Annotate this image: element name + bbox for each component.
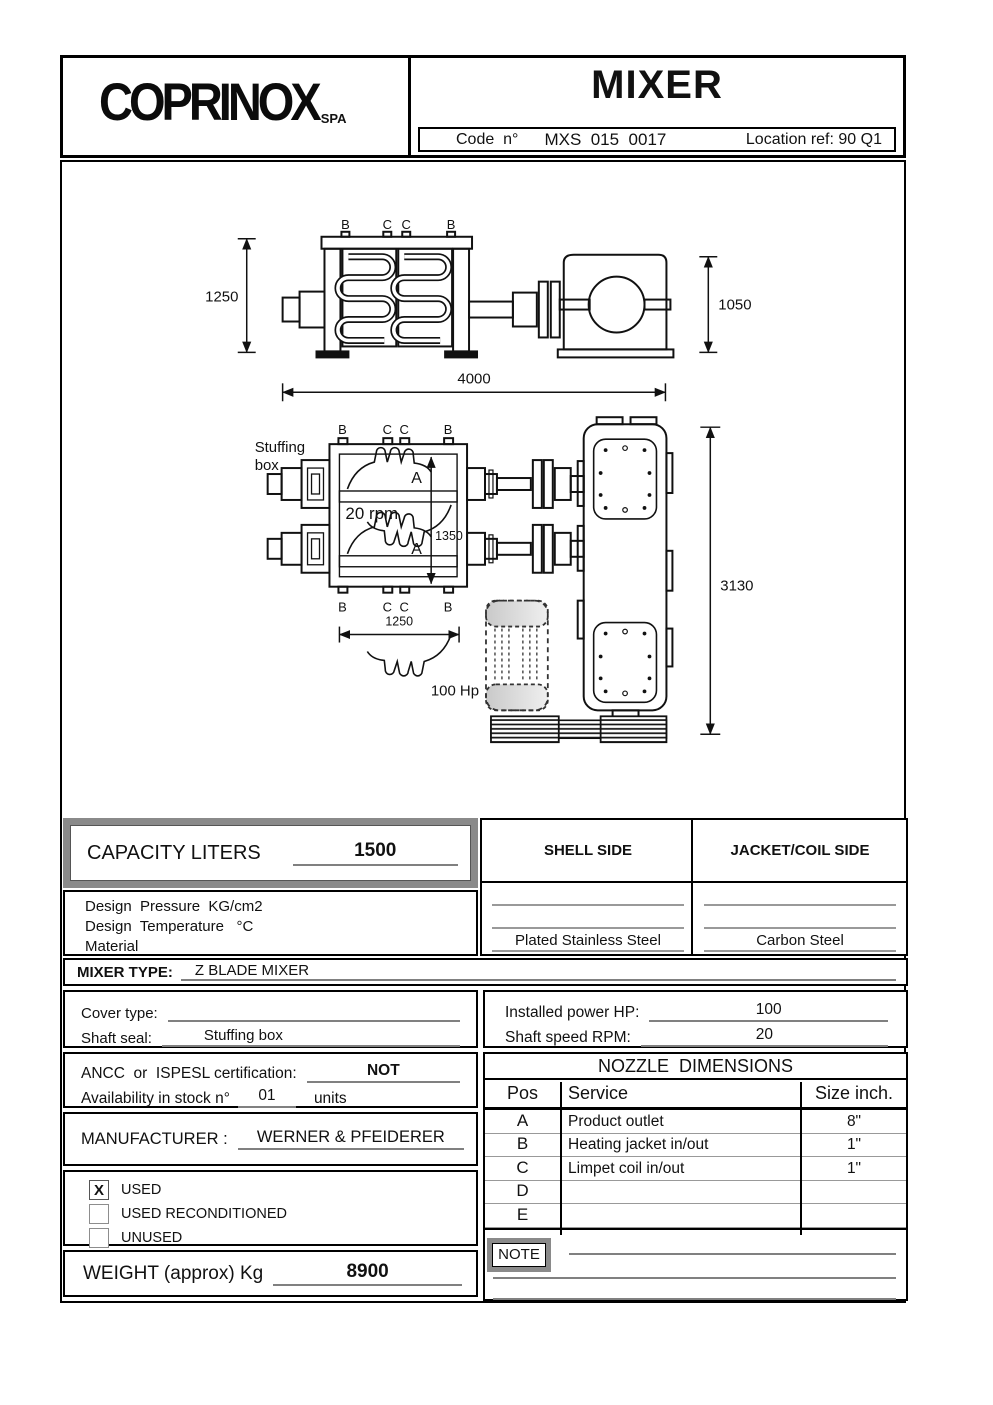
motor-power-label: 100 Hp — [430, 682, 480, 700]
blade-label-a1: A — [411, 470, 422, 488]
certification-value: NOT — [307, 1062, 460, 1083]
weight-label: WEIGHT (approx) Kg — [83, 1262, 264, 1284]
motor-dashed-outline — [486, 601, 548, 711]
material-label: Material — [85, 938, 139, 955]
service-cell: Limpet coil in/out — [568, 1159, 685, 1177]
company-logo — [99, 71, 347, 132]
location-ref — [746, 131, 882, 149]
shell-material-value: Plated Stainless Steel — [492, 931, 684, 952]
pos-header: Pos — [506, 1083, 539, 1103]
nozzle-table-title: NOZZLE DIMENSIONS — [485, 1054, 906, 1080]
code-label: Code n° — [456, 130, 519, 148]
plan-nozzle-c: C — [382, 422, 392, 438]
nozzle-column-divider — [560, 1082, 562, 1235]
location-value: 90 Q1 — [838, 130, 882, 148]
manufacturer-box — [63, 1112, 478, 1166]
jacket-cell-1 — [704, 885, 896, 906]
cover-type-label: Cover type: — [81, 1005, 158, 1022]
cover-seal-box — [63, 990, 478, 1048]
plan-nozzle-b: B — [338, 422, 347, 438]
table-row — [485, 1157, 906, 1181]
technical-drawing — [62, 162, 904, 814]
service-cell: Product outlet — [568, 1112, 664, 1130]
note-line — [569, 1253, 896, 1255]
shaft-speed-label: Shaft speed RPM: — [505, 1029, 631, 1046]
plan-nozzle-c: C — [399, 422, 409, 438]
drive-panel-bolts — [599, 446, 652, 696]
materials-column-divider — [691, 820, 693, 954]
design-box — [63, 890, 478, 956]
size-cell — [802, 1201, 906, 1203]
installed-power-label: Installed power HP: — [505, 1004, 640, 1021]
table-row — [482, 906, 906, 929]
note-line — [493, 1298, 896, 1300]
size-cell: 1" — [846, 1136, 862, 1154]
manufacturer-value: WERNER & PFEIDERER — [238, 1128, 464, 1150]
table-row — [485, 1110, 906, 1134]
plan-nozzle-c: C — [382, 599, 392, 615]
nozzle-dimensions-box — [483, 1052, 908, 1301]
blade-label-a2: A — [411, 540, 422, 558]
unused-checkbox — [89, 1228, 109, 1248]
mixer-type-value: Z BLADE MIXER — [181, 962, 896, 981]
page-title: MIXER — [591, 63, 723, 107]
logo-suffix: SPA — [320, 111, 347, 126]
stock-label: Availability in stock n° — [81, 1090, 230, 1107]
design-pressure-label: Design Pressure KG/cm2 — [85, 898, 263, 915]
shell-side-header: SHELL SIDE — [543, 842, 633, 859]
plan-nozzle-b: B — [443, 599, 453, 615]
note-label: NOTE — [492, 1243, 546, 1267]
capacity-box — [63, 818, 478, 888]
size-cell: 1" — [846, 1159, 862, 1177]
table-row — [485, 1134, 906, 1158]
used-label: USED — [121, 1181, 162, 1198]
certification-label: ANCC or ISPESL certification: — [81, 1065, 297, 1082]
condition-option-used — [89, 1178, 476, 1201]
used-reconditioned-label: USED RECONDITIONED — [121, 1205, 287, 1222]
certification-box — [63, 1052, 478, 1108]
capacity-label: CAPACITY LITERS — [87, 841, 261, 864]
dim-3130-label: 3130 — [720, 577, 754, 595]
note-area — [485, 1235, 906, 1299]
materials-table — [480, 818, 908, 956]
pos-cell: B — [516, 1134, 529, 1154]
location-label: Location ref: — [745, 130, 834, 148]
certification-row — [81, 1058, 460, 1083]
service-cell — [560, 1201, 802, 1203]
materials-header-row — [482, 820, 906, 883]
used-reconditioned-checkbox — [89, 1204, 109, 1224]
shaft-speed-row — [505, 1022, 888, 1047]
dim-1250-label: 1250 — [205, 288, 239, 306]
pos-cell: A — [516, 1110, 529, 1130]
service-header: Service — [568, 1083, 629, 1103]
nozzle-label-b: B — [446, 216, 456, 232]
title-cell — [411, 58, 903, 155]
plan-nozzle-b: B — [443, 422, 453, 438]
manufacturer-label: MANUFACTURER : — [81, 1129, 228, 1148]
stuffing-box-label-2: box — [254, 457, 279, 475]
condition-box — [63, 1170, 478, 1246]
power-box — [483, 990, 908, 1048]
design-temperature-label: Design Temperature °C — [85, 918, 254, 935]
table-row — [485, 1204, 906, 1228]
nozzle-label-c: C — [401, 216, 411, 232]
size-cell: 8" — [846, 1112, 862, 1130]
header — [60, 55, 906, 158]
jacket-material-value: Carbon Steel — [704, 931, 896, 952]
service-cell: Heating jacket in/out — [568, 1136, 709, 1154]
drawing-area — [62, 162, 904, 814]
stock-value: 01 — [238, 1087, 296, 1108]
stock-units-label: units — [313, 1090, 347, 1107]
shaft-speed-value: 20 — [641, 1026, 888, 1047]
jacket-side-header: JACKET/COIL SIDE — [730, 842, 870, 859]
shaft-seal-label: Shaft seal: — [81, 1030, 152, 1047]
nozzle-table-header-row — [485, 1080, 906, 1110]
mixer-type-row — [63, 958, 908, 986]
cover-type-row — [81, 997, 460, 1022]
logo-text: COPRINOX — [99, 71, 318, 132]
sheet — [60, 55, 908, 1305]
table-row — [485, 1181, 906, 1205]
pos-cell: E — [516, 1204, 529, 1224]
note-label-box — [487, 1238, 551, 1272]
plan-nozzle-c: C — [399, 599, 409, 615]
capacity-inner — [70, 825, 471, 881]
weight-box — [63, 1250, 478, 1297]
shaft-seal-row — [81, 1022, 460, 1047]
dim-1350-label: 1350 — [435, 528, 463, 543]
size-cell — [802, 1225, 906, 1227]
stock-row — [81, 1083, 460, 1108]
nozzle-label-b: B — [341, 216, 350, 232]
pos-cell: C — [516, 1157, 529, 1177]
logo-cell — [63, 58, 411, 155]
code-bar — [418, 127, 896, 152]
condition-option-unused — [89, 1226, 476, 1249]
used-checkbox: X — [89, 1180, 109, 1200]
code-value: MXS 015 0017 — [544, 129, 667, 149]
condition-option-used-reconditioned — [89, 1202, 476, 1225]
nozzle-table-rows — [485, 1110, 906, 1230]
note-line — [493, 1277, 896, 1279]
pos-cell: D — [516, 1181, 529, 1201]
unused-label: UNUSED — [121, 1229, 183, 1246]
size-header: Size inch. — [814, 1083, 894, 1103]
plan-nozzle-b: B — [338, 599, 347, 615]
installed-power-row — [505, 997, 888, 1022]
installed-power-value: 100 — [649, 1001, 888, 1022]
dim-1250-plan-label: 1250 — [385, 614, 414, 629]
capacity-value: 1500 — [293, 840, 458, 866]
shell-cell-2 — [492, 908, 684, 929]
jacket-cell-2 — [704, 908, 896, 929]
table-row — [482, 929, 906, 952]
mixer-type-label: MIXER TYPE: — [77, 964, 173, 981]
cover-type-value — [168, 1019, 460, 1022]
dim-1050-label: 1050 — [718, 296, 752, 314]
table-row — [482, 883, 906, 906]
nozzle-label-c: C — [382, 216, 392, 232]
service-cell — [560, 1225, 802, 1227]
stuffing-box-label-1: Stuffing — [254, 439, 306, 457]
speed-label: 20 rpm — [345, 503, 399, 523]
nozzle-column-divider — [800, 1082, 802, 1235]
weight-value: 8900 — [273, 1261, 462, 1286]
side-view-group — [283, 232, 674, 358]
shell-cell-1 — [492, 885, 684, 906]
shaft-seal-value: Stuffing box — [162, 1027, 460, 1047]
dim-4000-label: 4000 — [457, 370, 491, 388]
